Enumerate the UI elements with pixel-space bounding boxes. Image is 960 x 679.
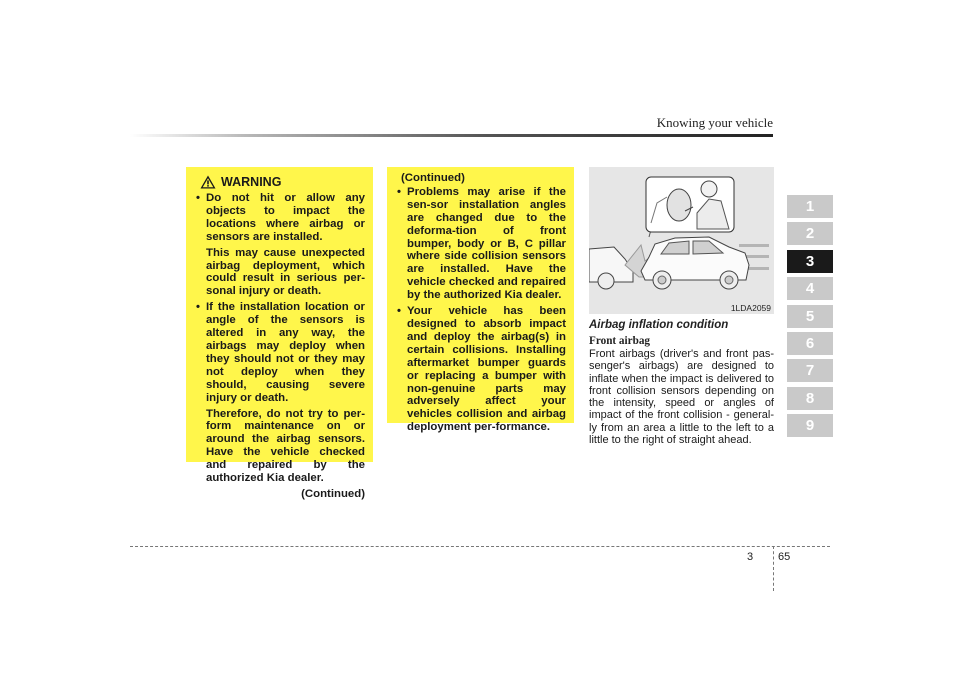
figure-code: 1LDA2059 — [730, 303, 771, 313]
airbag-collision-figure — [589, 167, 774, 314]
warning-list — [194, 192, 365, 244]
section-subtitle: Front airbag — [589, 335, 651, 347]
chapter-tabs — [787, 195, 833, 442]
header-rule — [130, 134, 773, 137]
chapter-tab-6[interactable]: 6 — [787, 332, 833, 355]
collision-illustration — [589, 167, 774, 314]
chapter-tab-8[interactable]: 8 — [787, 387, 833, 410]
warning-continued-list — [395, 186, 566, 434]
page-number: 65 — [778, 551, 791, 563]
section-body: Front airbags (driver's and front pas-senger's airbags) are designed to inflate when the impact is delivered to front collision sensors depending on the intensity, speed or angles of impact of the front collision - general-ly from an area a little to the left to a little to the right of straight ahead. — [589, 348, 774, 447]
warning-bullet-objects: • Do not hit or allow any objects to impact the locations where airbag or sensors are installed. — [194, 192, 365, 244]
warning-list-2 — [194, 301, 365, 404]
chapter-tab-7[interactable]: 7 — [787, 359, 833, 382]
chapter-tab-3[interactable]: 3 — [787, 250, 833, 273]
warning-bullet-sensors: • If the installation location or angle of the sensors is altered in any way, the airbags may deploy when they should not or they may not deploy when they should, causing severe injury or death. — [194, 301, 365, 404]
chapter-tab-2[interactable]: 2 — [787, 222, 833, 245]
chapter-tab-1[interactable]: 1 — [787, 195, 833, 218]
page-chapter-number: 3 — [747, 551, 754, 563]
warning-heading — [200, 175, 365, 189]
continued-heading: (Continued) — [401, 172, 465, 184]
chapter-tab-5[interactable]: 5 — [787, 305, 833, 328]
warning-triangle-icon — [200, 175, 216, 189]
header-title: Knowing your vehicle — [656, 115, 773, 130]
footer-rule — [130, 546, 830, 547]
warning-box-continued — [387, 167, 574, 434]
warning-bullet-bumper: • Your vehicle has been designed to absorb impact and deploy the airbag(s) in certain collisions. Installing aftermarket bumper guards or replacing a bumper with non-genuine parts may adversely affect your vehicles collision and airbag deployment per-formance. — [395, 305, 566, 434]
warning-bullet-installation-angles: • Problems may arise if the sen-sor installation angles are changed due to the deforma-tion of front bumper, body or B, C pillar where side collision sensors are installed. Have the vehicle checked and repaired by the authorized Kia dealer. — [395, 186, 566, 302]
continued-label: (Continued) — [301, 487, 365, 500]
warning-box — [186, 167, 373, 500]
warning-title: WARNING — [221, 174, 282, 189]
page-divider — [773, 546, 774, 591]
warning-note-1: This may cause unexpected airbag deployment, which could result in serious per-sonal injury or death. — [206, 246, 365, 298]
section-title: Airbag inflation condition — [589, 319, 729, 331]
chapter-tab-9[interactable]: 9 — [787, 414, 833, 437]
chapter-tab-4[interactable]: 4 — [787, 277, 833, 300]
warning-note-2: Therefore, do not try to per-form maintenance on or around the airbag sensors. Have the vehicle checked and repaired by the authorized Kia dealer. — [206, 407, 365, 485]
